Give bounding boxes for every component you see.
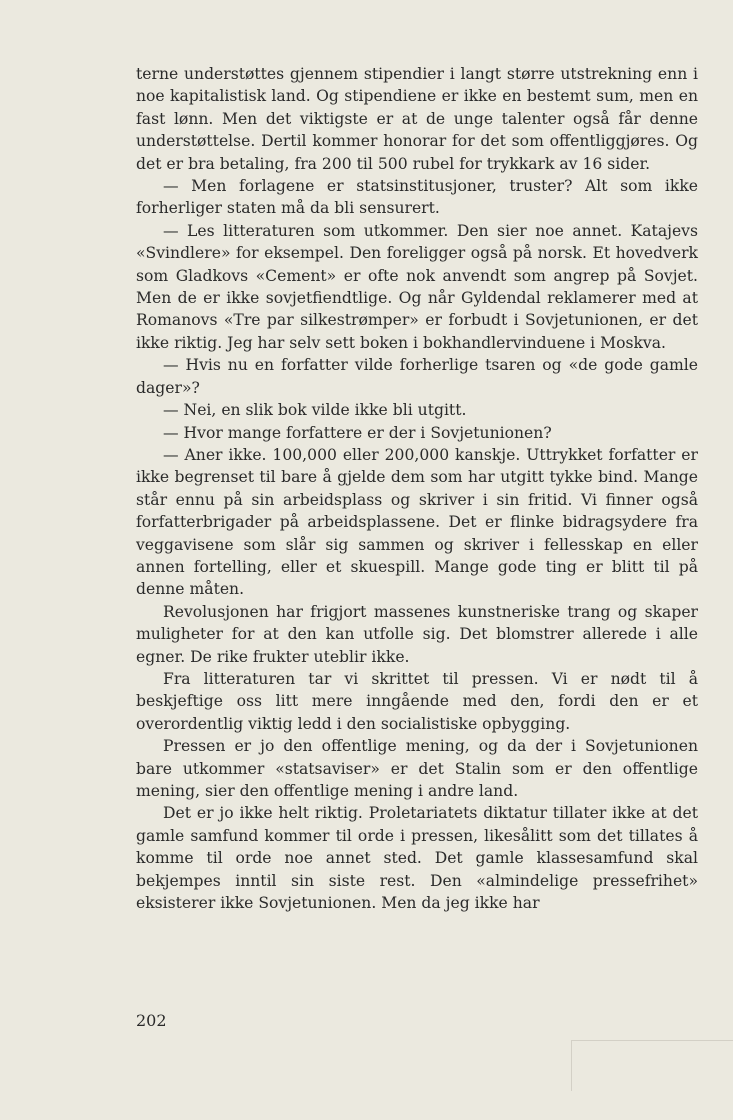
paragraph-1: terne understøttes gjennem stipendier i langt større utstrekning enn i noe kapitalistisk land. Og stipendiene er ikke en bestemt sum, men en fast lønn. Men det viktigste er at de unge talenter også får denne understøttelse. Dertil kommer honorar for det som offentliggjøres. Og det er bra betaling, fra 200 til 500 rubel for trykkark av 16 sider.	[136, 65, 698, 173]
paragraph-3: — Les litteraturen som utkommer. Den sier noe annet. Katajevs «Svindlere» for eksempel. Den foreligger også på norsk. Et hovedverk som Gladkovs «Cement» er ofte nok anvendt som angrep på Sovjet. Men de er ikke sovjetfiendtlige. Og når Gyldendal reklamerer med at Romanovs «Tre par silkestrømper» er forbudt i Sovjetunionen, er det ikke riktig. Jeg har selv sett boken i bokhandlervinduene i Moskva.	[136, 221, 698, 352]
page-edge-decoration	[571, 1040, 733, 1091]
paragraph-2: — Men forlagene er statsinstitusjoner, truster? Alt som ikke forherliger staten må da bli sensurert.	[136, 177, 698, 218]
paragraph-11: Det er jo ikke helt riktig. Proletariatets diktatur tillater ikke at det gamle samfund kommer til orde i pressen, likesålitt som det tillates å komme til orde noe annet sted. Det gamle klassesamfund skal bekjempes inntil sin siste rest. Den «almindelige pressefrihet» eksisterer ikke Sovjetunionen. Men da jeg ikke har	[136, 804, 698, 913]
paragraph-8: Revolusjonen har frigjort massenes kunstneriske trang og skaper muligheter for at den kan utfolle sig. Det blomstrer allerede i alle egner. De rike frukter uteblir ikke.	[136, 602, 698, 666]
paragraph-6: — Hvor mange forfattere er der i Sovjetunionen?	[163, 423, 552, 442]
paragraph-5: — Nei, en slik bok vilde ikke bli utgitt.	[163, 401, 467, 420]
paragraph-7: — Aner ikke. 100,000 eller 200,000 kanskje. Uttrykket forfatter er ikke begrenset til bare å gjelde dem som har utgitt tykke bind. Mange står ennu på sin arbeidsplass og skriver i sin fritid. Vi finner også forfatterbrigader på arbeidsplassene. Det er flinke bidragsydere fra veggavisene som slår sig sammen og skriver i fellesskap en eller annen fortelling, eller et skuespill. Mange gode ting er blitt til på denne måten.	[136, 445, 698, 599]
paragraph-10: Pressen er jo den offentlige mening, og da der i Sovjetunionen bare utkommer «statsaviser» er det Stalin som er den offentlige mening, sier den offentlige mening i andre land.	[136, 737, 698, 800]
paragraph-4: — Hvis nu en forfatter vilde forherlige tsaren og «de gode gamle dager»?	[136, 356, 698, 397]
body-text	[136, 63, 698, 914]
paragraph-9: Fra litteraturen tar vi skrittet til pressen. Vi er nødt til å beskjeftige oss litt mere inngående med den, fordi den er et overordentlig viktig ledd i den socialistiske opbygging.	[136, 669, 698, 733]
page-number: 202	[136, 1011, 167, 1030]
